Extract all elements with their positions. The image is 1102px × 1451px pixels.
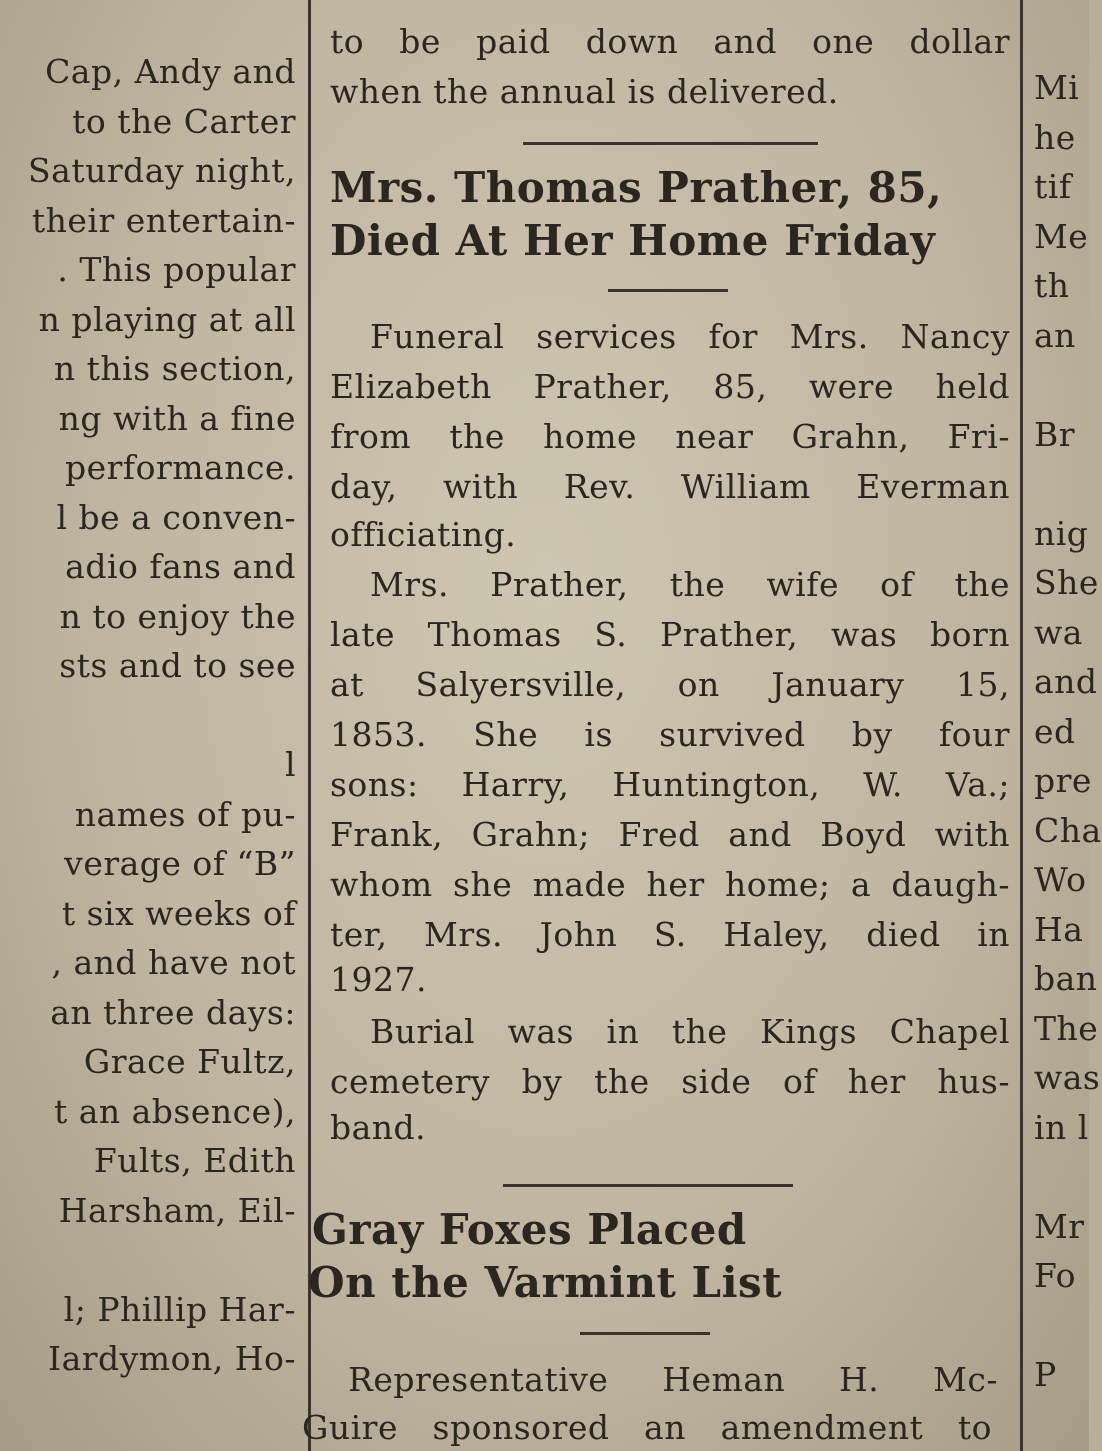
article-headline: Gray Foxes Placed: [312, 1205, 747, 1254]
body-line: when the annual is delivered.: [330, 72, 839, 111]
left-column-line: their entertain-: [31, 200, 296, 240]
left-column-line: sts and to see: [59, 646, 296, 685]
body-line: officiating.: [330, 515, 517, 554]
body-line: sons: Harry, Huntington, W. Va.;: [330, 765, 1010, 804]
right-column-line: th: [1034, 266, 1070, 305]
body-line: at Salyersville, on January 15,: [330, 665, 1010, 704]
body-line: Funeral services for Mrs. Nancy: [370, 317, 1010, 356]
body-line: 1853. She is survived by four: [330, 715, 1010, 754]
body-line: Guire sponsored an amendment to: [302, 1408, 992, 1447]
right-column-line: nig: [1034, 513, 1089, 553]
body-line: 1927.: [330, 960, 427, 999]
body-line: Representative Heman H. Mc-: [348, 1360, 998, 1399]
left-column-line: verage of “B”: [64, 844, 296, 883]
body-line: Burial was in the Kings Chapel: [370, 1012, 1010, 1051]
right-column-line: Ha: [1034, 909, 1084, 949]
right-column-line: Mr: [1034, 1206, 1085, 1246]
right-column-line: The: [1034, 1008, 1099, 1048]
right-column-line: was: [1034, 1058, 1101, 1097]
body-line: cemetery by the side of her hus-: [330, 1062, 1010, 1101]
left-column-line: t an absence),: [53, 1091, 296, 1131]
right-column-line: She: [1034, 563, 1099, 602]
body-line: whom she made her home; a daugh-: [330, 865, 1010, 904]
article-headline: Died At Her Home Friday: [330, 216, 936, 265]
article-headline: Mrs. Thomas Prather, 85,: [330, 163, 943, 212]
left-column: [0, 0, 300, 1451]
right-column-line: ban: [1034, 959, 1098, 998]
left-column-line: performance.: [64, 448, 296, 487]
right-column: [1030, 0, 1102, 1451]
left-column-line: Iardymon, Ho-: [48, 1339, 296, 1378]
left-column-line: ng with a fine: [58, 398, 296, 438]
headline-underline: [580, 1332, 710, 1335]
left-column-line: Cap, Andy and: [45, 52, 296, 91]
left-column-line: adio fans and: [65, 547, 296, 586]
body-line: band.: [330, 1108, 427, 1147]
column-rule-right: [1020, 0, 1023, 1451]
right-column-line: an: [1034, 315, 1076, 355]
left-column-line: , and have not: [51, 943, 296, 982]
left-column-line: l: [284, 745, 296, 784]
body-line: ter, Mrs. John S. Haley, died in: [330, 915, 1010, 954]
left-column-line: l be a conven-: [56, 497, 296, 537]
right-column-line: Fo: [1034, 1256, 1076, 1295]
left-column-line: l; Phillip Har-: [63, 1289, 296, 1329]
right-column-line: tif: [1034, 167, 1072, 206]
left-column-line: . This popular: [57, 250, 296, 289]
left-column-line: t six weeks of: [61, 893, 296, 933]
right-column-line: Me: [1034, 216, 1089, 256]
right-column-line: Mi: [1034, 68, 1080, 107]
right-column-line: Cha: [1034, 810, 1102, 850]
body-line: Elizabeth Prather, 85, were held: [330, 367, 1010, 406]
body-line: Mrs. Prather, the wife of the: [370, 565, 1010, 604]
left-column-line: n playing at all: [38, 299, 296, 339]
left-column-line: names of pu-: [74, 794, 296, 834]
right-column-line: pre: [1034, 761, 1092, 800]
article-headline: On the Varmint List: [308, 1258, 783, 1307]
right-column-line: P: [1034, 1355, 1057, 1394]
headline-separator: [523, 142, 818, 145]
right-column-line: and: [1034, 662, 1098, 701]
right-column-line: ed: [1034, 711, 1076, 751]
main-column: [302, 0, 1018, 1451]
left-column-line: Harsham, Eil-: [58, 1190, 296, 1230]
body-line: from the home near Grahn, Fri-: [330, 417, 1010, 456]
body-line: day, with Rev. William Everman: [330, 467, 1010, 506]
right-column-line: wa: [1034, 612, 1083, 652]
left-column-line: n this section,: [53, 349, 296, 388]
right-column-line: in l: [1034, 1107, 1089, 1147]
body-line: Frank, Grahn; Fred and Boyd with: [330, 815, 1010, 854]
left-column-line: n to enjoy the: [59, 596, 296, 636]
left-column-line: Saturday night,: [28, 151, 296, 190]
left-column-line: to the Carter: [72, 101, 296, 141]
left-column-line: an three days:: [50, 992, 296, 1032]
column-rule-left: [308, 0, 311, 1451]
body-line: to be paid down and one dollar: [330, 22, 1010, 61]
body-line: late Thomas S. Prather, was born: [330, 615, 1010, 654]
right-column-line: Wo: [1034, 860, 1087, 899]
article-separator: [503, 1184, 793, 1187]
left-column-line: Grace Fultz,: [83, 1042, 296, 1081]
left-column-line: Fults, Edith: [93, 1141, 296, 1180]
headline-underline: [608, 289, 728, 292]
right-column-line: he: [1034, 117, 1076, 157]
right-column-line: Br: [1034, 414, 1076, 454]
